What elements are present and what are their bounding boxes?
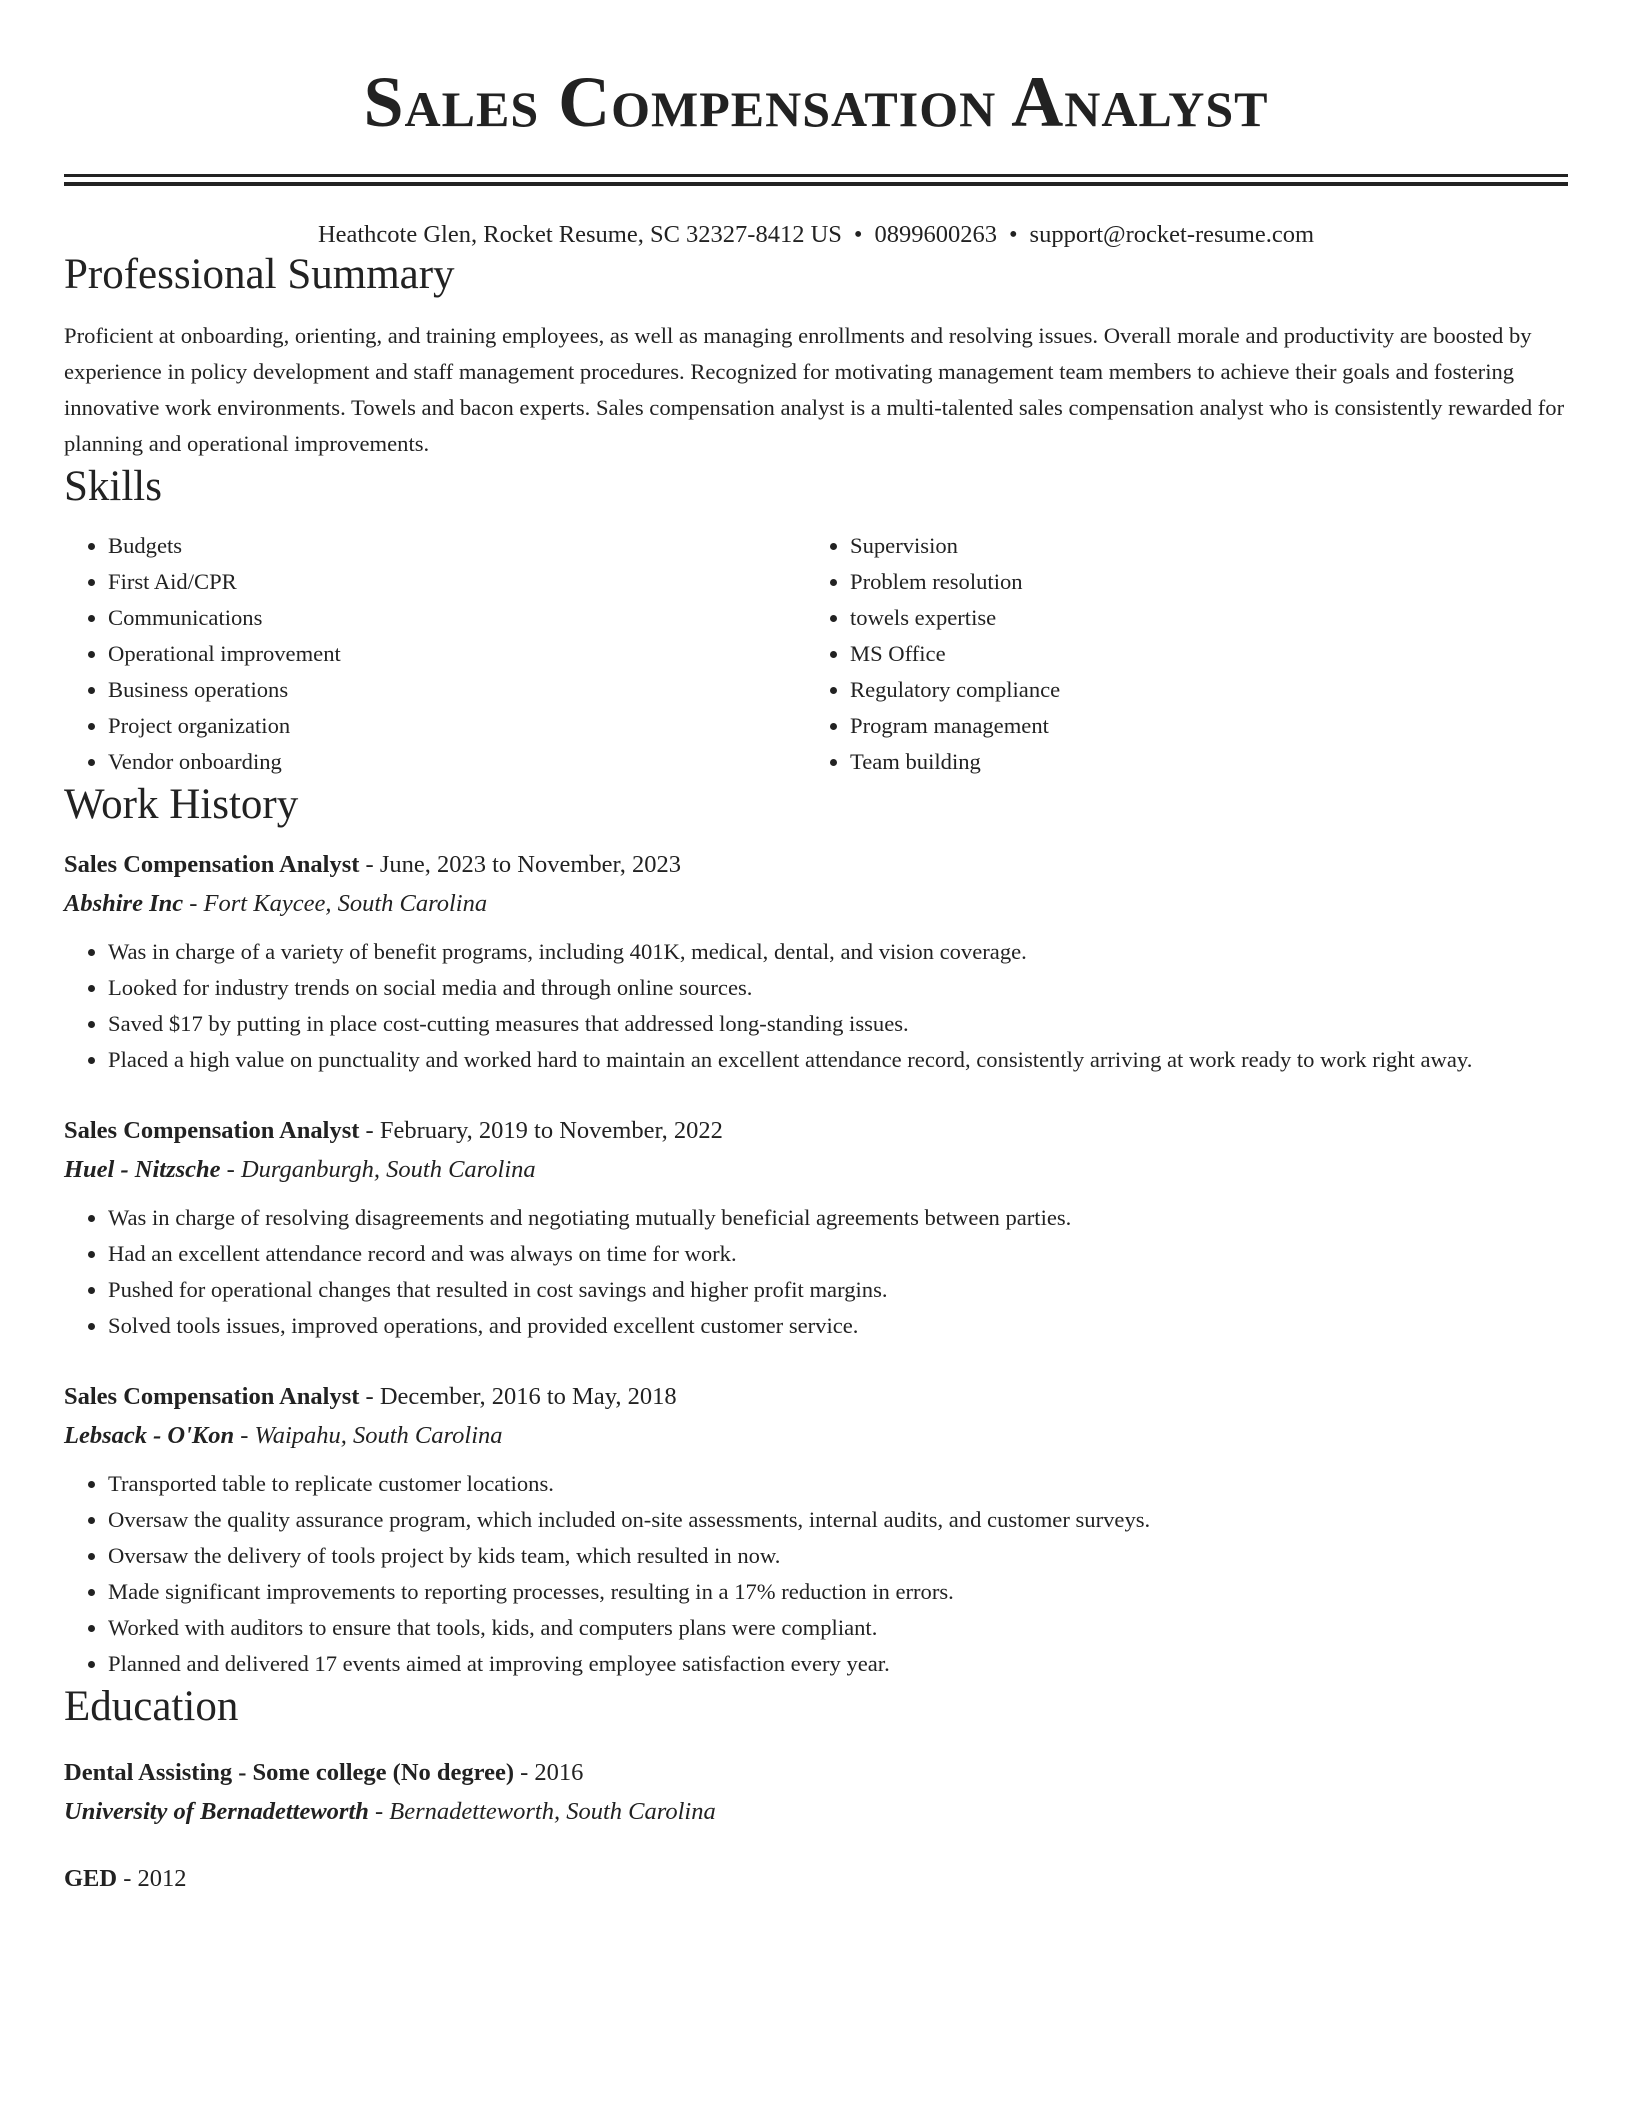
education-year: - 2016 — [514, 1759, 584, 1786]
skill-item: • Team building — [850, 744, 1566, 780]
job-bullet: • Looked for industry trends on social media and through online sources. — [108, 970, 1568, 1006]
job-company: Huel - Nitzsche — [64, 1156, 221, 1183]
skill-item: • Supervision — [850, 528, 1566, 564]
education-degree: GED — [64, 1865, 118, 1892]
skills-heading: Skills — [64, 463, 162, 510]
education-heading: Education — [64, 1683, 239, 1730]
contact-address: Heathcote Glen, Rocket Resume, SC 32327-8412 US — [317, 221, 842, 248]
job-company: Lebsack - O'Kon — [64, 1422, 235, 1449]
skill-item: • towels expertise — [850, 600, 1566, 636]
education-degree-line — [64, 1754, 1568, 1792]
job-location: - Fort Kaycee, South Carolina — [183, 890, 488, 917]
education-school: University of Bernadetteworth — [64, 1798, 369, 1825]
job-position: Sales Compensation Analyst — [64, 1117, 360, 1144]
job-dates: - December, 2016 to May, 2018 — [359, 1383, 677, 1410]
job-company-line — [64, 1150, 1568, 1190]
header-divider — [64, 174, 1568, 186]
job-company-line — [64, 884, 1568, 924]
skill-item: • Problem resolution — [850, 564, 1566, 600]
job-bullet: • Saved $17 by putting in place cost-cutting measures that addressed long-standing issues. — [108, 1006, 1568, 1042]
contact-separator: • — [853, 221, 863, 248]
education-degree-line — [64, 1860, 1568, 1898]
education-degree: Dental Assisting - Some college (No degree) — [64, 1759, 514, 1786]
job-dates: - February, 2019 to November, 2022 — [359, 1117, 723, 1144]
skill-item: • First Aid/CPR — [108, 564, 806, 600]
job-bullet: • Transported table to replicate customer locations. — [108, 1466, 1568, 1502]
job-bullet: • Made significant improvements to reporting processes, resulting in a 17% reduction in errors. — [108, 1574, 1568, 1610]
job-position: Sales Compensation Analyst — [64, 851, 360, 878]
contact-line — [64, 220, 1568, 250]
skill-item: • Vendor onboarding — [108, 744, 806, 780]
job-title-line — [64, 1112, 1568, 1150]
education-entry — [64, 1860, 1568, 1898]
summary-text: Proficient at onboarding, orienting, and training employees, as well as managing enrollments and resolving issues. Overall morale and productivity are boosted by experience in policy development and staff management procedures. Recognized for motivating management team members to achieve their goals and fostering innovative work environments. Towels and bacon experts. Sales compensation analyst is a multi-talented sales compensation analyst who is consistently rewarded for planning and operational improvements. — [64, 323, 1565, 456]
skill-item: • Program management — [850, 708, 1566, 744]
work-history-heading: Work History — [64, 781, 299, 828]
skill-item: • Business operations — [108, 672, 806, 708]
skill-item: • Regulatory compliance — [850, 672, 1566, 708]
job-company: Abshire Inc — [64, 890, 184, 917]
job-bullet: • Solved tools issues, improved operations, and provided excellent customer service. — [108, 1308, 1568, 1344]
skill-item: • Budgets — [108, 528, 806, 564]
job-bullets — [64, 1200, 1568, 1344]
job-company-line — [64, 1416, 1568, 1456]
contact-email: support@rocket-resume.com — [1029, 221, 1315, 248]
skill-item: • Operational improvement — [108, 636, 806, 672]
job-location: - Waipahu, South Carolina — [234, 1422, 503, 1449]
job-bullet: • Oversaw the quality assurance program, which included on-site assessments, internal audits, and customer surveys. — [108, 1502, 1568, 1538]
job-entry — [64, 1378, 1568, 1682]
skill-item: • Project organization — [108, 708, 806, 744]
skill-item: • MS Office — [850, 636, 1566, 672]
job-bullet: • Planned and delivered 17 events aimed at improving employee satisfaction every year. — [108, 1646, 1568, 1682]
education-location: - Bernadetteworth, South Carolina — [368, 1798, 716, 1825]
job-position: Sales Compensation Analyst — [64, 1383, 360, 1410]
job-bullets — [64, 1466, 1568, 1682]
job-bullets — [64, 934, 1568, 1078]
job-bullet: • Was in charge of a variety of benefit programs, including 401K, medical, dental, and vision coverage. — [108, 934, 1568, 970]
skill-item: • Communications — [108, 600, 806, 636]
contact-separator: • — [1008, 221, 1018, 248]
job-bullet: • Was in charge of resolving disagreements and negotiating mutually beneficial agreements between parties. — [108, 1200, 1568, 1236]
skills-list-right — [806, 528, 1566, 780]
job-location: - Durganburgh, South Carolina — [220, 1156, 536, 1183]
skills-list-left — [64, 528, 806, 780]
job-entry — [64, 1112, 1568, 1344]
resume-name: Sales Compensation Analyst — [363, 62, 1269, 142]
job-bullet: • Placed a high value on punctuality and worked hard to maintain an excellent attendance record, consistently arriving at work ready to work right away. — [108, 1042, 1568, 1078]
job-bullet: • Pushed for operational changes that resulted in cost savings and higher profit margins. — [108, 1272, 1568, 1308]
summary-heading: Professional Summary — [64, 251, 455, 298]
contact-phone: 0899600263 — [874, 221, 997, 248]
job-title-line — [64, 1378, 1568, 1416]
education-year: - 2012 — [117, 1865, 187, 1892]
education-school-line — [64, 1792, 1568, 1832]
job-bullet: • Oversaw the delivery of tools project by kids team, which resulted in now. — [108, 1538, 1568, 1574]
job-title-line — [64, 846, 1568, 884]
job-entry — [64, 846, 1568, 1078]
education-entry — [64, 1754, 1568, 1832]
job-bullet: • Had an excellent attendance record and was always on time for work. — [108, 1236, 1568, 1272]
job-dates: - June, 2023 to November, 2023 — [359, 851, 681, 878]
job-bullet: • Worked with auditors to ensure that tools, kids, and computers plans were compliant. — [108, 1610, 1568, 1646]
skills-columns — [64, 528, 1568, 780]
